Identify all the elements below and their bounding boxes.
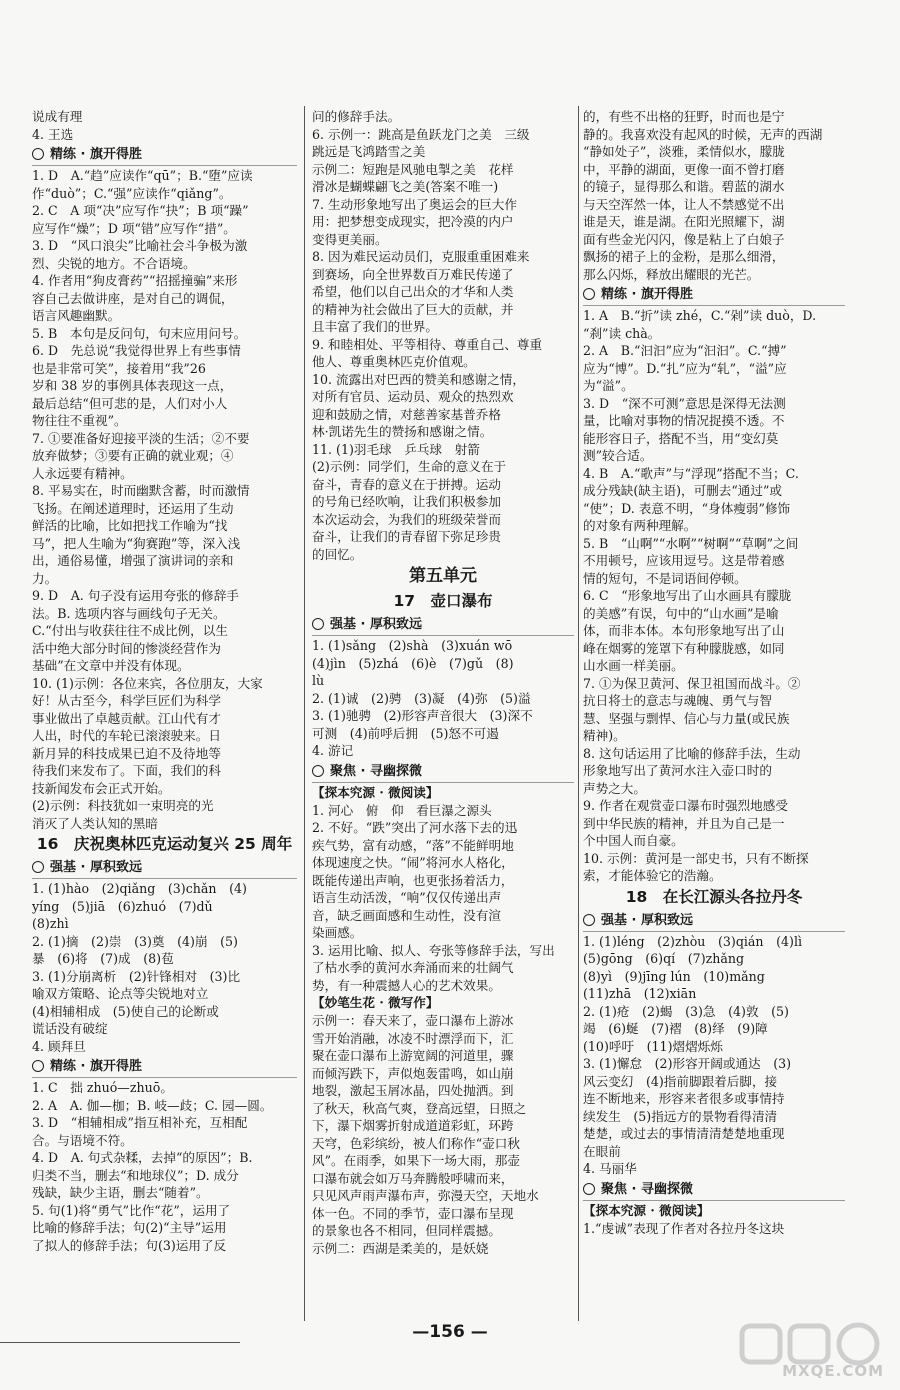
answer-line: 对所有官员、运动员、观众的热烈欢 bbox=[312, 389, 514, 404]
answer-line: 奋斗，让我们的青春留下弥足珍贵 bbox=[312, 529, 501, 544]
answer-line: 林·凯诺先生的赞扬和感谢之情。 bbox=[312, 424, 493, 439]
magnifier-icon bbox=[32, 148, 44, 160]
answer-line: 的景象也各不相同，但同样震撼。 bbox=[312, 1223, 501, 1238]
answer-line: 11. (1)羽毛球 乒乓球 射箭 bbox=[312, 441, 480, 457]
answer-line: 5. B 本句是反问句，句末应用问号。 bbox=[32, 325, 247, 341]
magnifier-icon bbox=[583, 914, 595, 926]
answer-line: 应写作“燥”；D 项“错”应写作“措”。 bbox=[32, 220, 236, 236]
section-heading bbox=[32, 1057, 297, 1078]
answer-line: 新月异的科技成果已迫不及待地等 bbox=[32, 745, 221, 761]
answer-line: 染画感。 bbox=[312, 925, 363, 940]
subsection-label: 【探本究源 · 微阅读】 bbox=[312, 784, 439, 800]
section-heading-label: 强基 · 厚积致远 bbox=[330, 617, 422, 632]
answer-line: 9. 作者在观赏壶口瀑布时强烈地感受 bbox=[583, 798, 788, 813]
section-heading-label: 强基 · 厚积致远 bbox=[50, 860, 142, 875]
section-heading bbox=[583, 285, 845, 306]
answer-line: (11)zhā (12)xiān bbox=[583, 986, 697, 1001]
answer-line: 声势之大。 bbox=[583, 780, 646, 796]
answer-line: 1. D A.“趋”应读作“qū”；B.“堕”应读 bbox=[32, 168, 253, 183]
answer-line: 1.“虔诚”表现了作者对各拉丹冬这块 bbox=[583, 1220, 785, 1236]
answer-line: 语言风趣幽默。 bbox=[32, 308, 121, 323]
answer-line: 变得更美丽。 bbox=[312, 231, 388, 247]
answer-line: 10. 示例：黄河是一部史书，只有不断探 bbox=[583, 850, 809, 866]
answer-line: 作“duò”；C.“强”应读作“qiǎng”。 bbox=[32, 185, 232, 201]
answer-line: 他人、尊重奥林匹克价值观。 bbox=[312, 354, 476, 369]
magnifier-icon bbox=[32, 1060, 44, 1072]
answer-line: 10. 流露出对巴西的赞美和感谢之情， bbox=[312, 371, 525, 387]
answer-line: 与天空浑然一体，让人不禁感觉不出 bbox=[583, 196, 785, 212]
unit-title: 第五单元 bbox=[409, 566, 477, 586]
answer-line: 4. 王选 bbox=[32, 126, 74, 142]
answer-line: 量，比喻对事物的情况捉摸不透。不 bbox=[583, 413, 785, 428]
answer-line: 鲜活的比喻，比如把找工作喻为“找 bbox=[32, 518, 228, 533]
answer-line: 出，通俗易懂，增强了演讲词的亲和 bbox=[32, 553, 234, 568]
answer-line: 9. D A. 句子没有运用夸张的修辞手 bbox=[32, 588, 239, 603]
answer-line: 个中国人而自豪。 bbox=[583, 833, 684, 848]
answer-line: 了拟人的修辞手法；句(3)运用了反 bbox=[32, 1237, 227, 1253]
answer-line: 6. 示例一：跳高是鱼跃龙门之美 三级 bbox=[312, 126, 530, 142]
answer-line: 希望，他们以自己出众的才华和人类 bbox=[312, 284, 514, 299]
answer-line: 奋斗，青春的意义在于拼搏。运动 bbox=[312, 476, 501, 492]
answer-line: 也是非常可笑”，接着用“我”26 bbox=[32, 360, 206, 376]
answer-line: 1. (1)hào (2)qiǎng (3)chǎn (4) bbox=[32, 881, 247, 896]
answer-line: 法。B. 选项内容与画线句子无关。 bbox=[32, 605, 226, 621]
answer-line: 力。 bbox=[32, 570, 58, 586]
answer-line: 风云变幻 (4)指前脚跟着后脚，接 bbox=[583, 1073, 778, 1089]
answer-line: yíng (5)jiā (6)zhuó (7)dǔ bbox=[32, 898, 213, 914]
footer-rule bbox=[0, 1342, 240, 1343]
section-heading-label: 聚焦 · 寻幽探微 bbox=[330, 763, 422, 779]
answer-line: 既能传递出声响，也更张扬着活力， bbox=[312, 872, 514, 888]
answer-line: 迎和鼓励之情，对慈善家基普乔格 bbox=[312, 406, 501, 422]
answer-line: 体，而非本体。本句形象地写出了山 bbox=[583, 623, 785, 638]
answer-line: 为“溢”。 bbox=[583, 378, 634, 393]
answer-line: 6. C “形象地写出了山水画具有朦胧 bbox=[583, 588, 792, 603]
page-number: —156 — bbox=[412, 1322, 488, 1342]
answer-line: 消灭了人类认知的黑暗 bbox=[32, 815, 158, 831]
answer-line: 3. (1)驰骋 (2)形容声音很大 (3)深不 bbox=[312, 708, 533, 723]
section-heading-label: 精练 · 旗开得胜 bbox=[601, 287, 693, 302]
answer-line: 了枯水季的黄河水奔涌而来的壮阔气 bbox=[312, 960, 514, 975]
answer-line: 不用顿号，应该用逗号。这是带着感 bbox=[583, 553, 785, 568]
answer-line: 1. (1)léng (2)zhòu (3)qián (4)lì bbox=[583, 933, 803, 949]
section-heading bbox=[32, 145, 297, 166]
answer-line: 8. 这句话运用了比喻的修辞手法，生动 bbox=[583, 745, 801, 761]
answer-line: 人永远要有精神。 bbox=[32, 465, 133, 481]
answer-line: (8)yì (9)jīng lún (10)mǎng bbox=[583, 968, 765, 984]
answer-line: 最后总结“但可悲的是，人们对小人 bbox=[32, 395, 228, 411]
answer-line: 4. 游记 bbox=[312, 743, 354, 758]
answer-line: 到中华民族的精神，并且为自己是一 bbox=[583, 815, 785, 831]
answer-line: 4. 作者用“狗皮膏药”“招摇撞骗”来形 bbox=[32, 273, 238, 288]
magnifier-icon bbox=[312, 765, 324, 777]
answer-line: 活中绝大部分时间的惨淡经营作为 bbox=[32, 640, 221, 656]
answer-line: 中，平静的湖面，更像一面不曾打磨 bbox=[583, 161, 785, 177]
answer-line: 4. 马丽华 bbox=[583, 1161, 637, 1176]
answer-line: 的号角已经吹响，让我们积极参加 bbox=[312, 494, 501, 509]
answer-line: 3. 运用比喻、拟人、夸张等修辞手法，写出 bbox=[312, 942, 555, 958]
answer-line: 的对象有两种理解。 bbox=[583, 518, 697, 533]
answer-line: 示例一：春天来了，壶口瀑布上游冰 bbox=[312, 1013, 514, 1028]
magnifier-icon bbox=[583, 1183, 595, 1195]
magnifier-icon bbox=[312, 618, 324, 630]
answer-line: 了秋天，秋高气爽，登高远望，日照之 bbox=[312, 1100, 527, 1116]
section-heading bbox=[312, 762, 574, 783]
answer-line: “刹”读 chà。 bbox=[583, 325, 661, 341]
answer-line: 8. 因为难民运动员们，克服重重困难来 bbox=[312, 249, 530, 264]
section-heading bbox=[312, 615, 574, 636]
answer-line: 基础”在文章中并没有体现。 bbox=[32, 658, 190, 673]
answer-line: 楚楚，或过去的事情清清楚楚地重现 bbox=[583, 1126, 785, 1141]
section-heading-label: 聚焦 · 寻幽探微 bbox=[601, 1181, 693, 1197]
answer-line: 容自己去做讲座，是对自己的调侃， bbox=[32, 290, 234, 306]
answer-line: 比喻的修辞手法；句(2)“主导”运用 bbox=[32, 1220, 227, 1235]
answer-line: 的美感”有误，句中的“山水画”是喻 bbox=[583, 605, 779, 621]
answer-line: 3. D “深不可测”意思是深得无法测 bbox=[583, 395, 786, 411]
answer-line: 物往往不重视”。 bbox=[32, 413, 127, 428]
answer-line: 1. 河心 俯 仰 看巨瀑之源头 bbox=[312, 802, 492, 818]
answer-line: 技新闻发布会正式开始。 bbox=[32, 780, 171, 796]
answer-line: “静如处子”，淡雅，柔情似水，朦胧 bbox=[583, 144, 785, 159]
answer-line: 残缺，缺少主语，删去“随着”。 bbox=[32, 1185, 209, 1200]
answer-line: 8. 平易实在，时而幽默含蓄，时而激情 bbox=[32, 483, 250, 498]
answer-line: 1. (1)sǎng (2)shà (3)xuán wō bbox=[312, 638, 513, 653]
answer-line: 3. (1)分崩离析 (2)针锋相对 (3)比 bbox=[32, 968, 241, 984]
answer-line: 的镜子，显得那么和谐。碧蓝的湖水 bbox=[583, 179, 785, 194]
answer-line: 10. (1)示例：各位来宾，各位朋友，大家 bbox=[32, 675, 263, 691]
answer-line: 静的。我喜欢没有起风的时候，无声的西湖 bbox=[583, 126, 823, 142]
answer-line: (2)示例：科技犹如一束明亮的光 bbox=[32, 798, 214, 813]
answer-line: 只见风声雨声瀑布声，弥漫天空，天地水 bbox=[312, 1188, 539, 1203]
answer-line: 3. D “相辅相成”指互相补充，互相配 bbox=[32, 1115, 248, 1130]
answer-line: 的精神为社会做出了巨大的贡献，并 bbox=[312, 301, 514, 317]
answer-line: 用：把梦想变成现实，把冷漠的内户 bbox=[312, 214, 514, 229]
subsection-label: 【妙笔生花 · 微写作】 bbox=[312, 995, 439, 1010]
answer-line: 情的短句，不是词语间停顿。 bbox=[583, 570, 747, 586]
answer-line: 4. D A. 句式杂糅，去掉“的原因”；B. bbox=[32, 1150, 253, 1165]
magnifier-icon bbox=[583, 288, 595, 300]
answer-line: 疾气势，富有动感，“落”不能鲜明地 bbox=[312, 837, 514, 853]
answer-line: 2. 不好。“跌”突出了河水落下去的迅 bbox=[312, 820, 518, 835]
answer-line: 天穹，色彩缤纷，被人们称作“壶口秋 bbox=[312, 1135, 520, 1151]
answer-line: 测”较合适。 bbox=[583, 448, 653, 463]
answer-line: 放弃做梦；③要有正确的就业观；④ bbox=[32, 448, 234, 463]
answer-line: 烈、尖锐的地方。不合语境。 bbox=[32, 255, 196, 271]
answer-line: 7. ①为保卫黄河、保卫祖国而战斗。② bbox=[583, 675, 801, 691]
column-right bbox=[583, 108, 845, 1320]
answer-line: 2. A B.“汩汩”应为“汩汩”。C.“搏” bbox=[583, 343, 787, 358]
answer-line: 续发生 (5)指远方的景物看得清清 bbox=[583, 1108, 778, 1124]
answer-line: (2)示例：同学们，生命的意义在于 bbox=[312, 459, 507, 474]
answer-line: 而倾泻跌下，声似炮轰雷鸣，如山崩 bbox=[312, 1065, 514, 1081]
answer-line: 飞扬。在阐述道理时，还运用了生动 bbox=[32, 500, 234, 516]
section-heading-label: 强基 · 厚积致远 bbox=[601, 912, 693, 928]
answer-line: 归类不当，删去“和地球仪”；D. 成分 bbox=[32, 1167, 239, 1183]
answer-line: 形象地写出了黄河水注入壶口时的 bbox=[583, 763, 772, 778]
answer-line: (4)jìn (5)zhá (6)è (7)gǔ (8) bbox=[312, 655, 514, 671]
answer-line: 聚在壶口瀑布上游宽阔的河道里，骤 bbox=[312, 1048, 514, 1063]
magnifier-icon bbox=[32, 861, 44, 873]
answer-line: (5)gōng (6)qí (7)zhǎng bbox=[583, 951, 745, 966]
answer-line: 3. (1)懈怠 (2)形容开阔或通达 (3) bbox=[583, 1056, 792, 1071]
answer-line: (10)呼吁 (11)熠熠烁烁 bbox=[583, 1038, 723, 1054]
answer-line: 雪开始消融，冰凌不时漂浮而下，汇 bbox=[312, 1030, 514, 1046]
lesson-title: 16 庆祝奥林匹克运动复兴 25 周年 bbox=[36, 835, 293, 853]
answer-line: 4. B A.“歌声”与“浮现”搭配不当；C. bbox=[583, 465, 799, 481]
answer-line: 3. D “风口浪尖”比喻社会斗争极为激 bbox=[32, 238, 248, 253]
section-heading-label: 精练 · 旗开得胜 bbox=[50, 1059, 142, 1074]
answer-line: 在眼前 bbox=[583, 1143, 621, 1159]
answer-line: 跳远是飞鸿踏雪之美 bbox=[312, 144, 426, 159]
answer-line: 2. (1)诚 (2)骋 (3)凝 (4)弥 (5)溢 bbox=[312, 690, 531, 706]
answer-line: 岁和 38 岁的事例具体表现这一点， bbox=[32, 378, 233, 393]
answer-line: 6. D 先总说“我觉得世界上有些事情 bbox=[32, 343, 241, 358]
answer-line: C.“付出与收获往往不成比例，以生 bbox=[32, 623, 228, 638]
answer-line: 抗日将士的意志与魂魄、勇气与智 bbox=[583, 693, 772, 708]
answer-line: 人出，时代的车轮已滚滚驶来。日 bbox=[32, 728, 221, 743]
answer-line: 竭 (6)蜒 (7)褶 (8)绎 (9)障 bbox=[583, 1021, 768, 1036]
answer-line: 慧、坚强与剽悍、信心与力量(或民族 bbox=[583, 710, 790, 726]
answer-line: 可测 (4)前呼后拥 (5)怒不可遏 bbox=[312, 725, 499, 741]
answer-line: 2. (1)摘 (2)崇 (3)奠 (4)崩 (5) bbox=[32, 933, 238, 949]
answer-line: 问的修辞手法。 bbox=[312, 109, 401, 124]
answer-line: 到赛场，向全世界数百万难民传递了 bbox=[312, 266, 514, 282]
answer-line: 好！从古至今，科学巨匠们为科学 bbox=[32, 693, 221, 708]
answer-line: 的回忆。 bbox=[312, 546, 363, 562]
answer-line: 谁是天，谁是湖。在阳光照耀下，湖 bbox=[583, 214, 785, 229]
subsection-label: 【探本究源 · 微阅读】 bbox=[583, 1202, 710, 1218]
answer-line: 待我们来发布了。下面，我们的科 bbox=[32, 763, 221, 778]
answer-line: (4)相辅相成 (5)使自己的论断或 bbox=[32, 1003, 219, 1019]
answer-line: (8)zhì bbox=[32, 916, 69, 931]
answer-line: 事业做出了卓越贡献。江山代有才 bbox=[32, 710, 221, 726]
answer-line: 5. 句(1)将“勇气”比作“花”，运用了 bbox=[32, 1202, 231, 1218]
answer-line: 7. ①要准备好迎接平淡的生活；②不要 bbox=[32, 430, 250, 446]
answer-line: 合。与语境不符。 bbox=[32, 1132, 133, 1148]
lesson-title: 18 在长江源头各拉丹冬 bbox=[625, 887, 803, 906]
answer-line: 连不断地来，形容来者很多或事情持 bbox=[583, 1091, 785, 1106]
answer-line: 2. C A 项“决”应写作“抉”；B 项“躁” bbox=[32, 203, 249, 218]
answer-line: 山水画一样美丽。 bbox=[583, 658, 684, 673]
answer-line: 峰在烟雾的笼罩下有种朦胧感，如同 bbox=[583, 640, 785, 656]
answer-line: 7. 生动形象地写出了奥运会的巨大作 bbox=[312, 196, 517, 212]
lesson-title: 17 壶口瀑布 bbox=[393, 592, 493, 610]
answer-line: 下，瀑下烟雾折射成道道彩虹，环跨 bbox=[312, 1118, 514, 1133]
answer-line: 本次运动会，为我们的班级荣誉而 bbox=[312, 511, 501, 527]
answer-line: 语言生动活泼，“响”仅仅传递出声 bbox=[312, 890, 502, 905]
answer-line: 5. B “山啊”“水啊”“树啊”“草啊”之间 bbox=[583, 535, 799, 551]
answer-line: 能形容日子，搭配不当，用“变幻莫 bbox=[583, 430, 779, 446]
answer-line: 那么闪烁，释放出耀眼的光芒。 bbox=[583, 266, 760, 282]
answer-line: 4. 顾拜旦 bbox=[32, 1038, 86, 1054]
answer-line: 索，才能体验它的浩瀚。 bbox=[583, 868, 722, 883]
answer-line: 的，有些不出格的狂野，时而也是宁 bbox=[583, 109, 785, 124]
answer-line: 示例二：短跑是风驰电掣之美 花样 bbox=[312, 161, 514, 177]
answer-line: lù bbox=[312, 673, 325, 688]
answer-line: 9. 和睦相处、平等相待、尊重自己、尊重 bbox=[312, 336, 543, 352]
answer-line: 体现速度之快。“闹”将河水人格化， bbox=[312, 855, 514, 870]
answer-line: 音，缺乏画面感和生动性，没有渲 bbox=[312, 907, 501, 923]
answer-line: 口瀑布就会如万马奔腾般呼啸而来， bbox=[312, 1170, 514, 1186]
answer-line: 面有些金光闪闪，像是粘上了白娘子 bbox=[583, 231, 785, 247]
answer-line: 应为“博”。D.“扎”应为“轧”，“溢”应 bbox=[583, 360, 787, 376]
watermark-url: MXQE.COM bbox=[782, 1362, 884, 1380]
answer-line: “使”；D. 表意不明，“身体瘦弱”修饰 bbox=[583, 500, 791, 516]
column-middle bbox=[312, 108, 574, 1320]
section-heading-label: 精练 · 旗开得胜 bbox=[50, 147, 142, 162]
answer-line: 地裂，激起玉屑冰晶，四处抛洒。到 bbox=[312, 1083, 514, 1098]
answer-line: 体一色。不同的季节，壶口瀑布呈现 bbox=[312, 1205, 514, 1221]
answer-line: 精神)。 bbox=[583, 728, 626, 743]
column-left bbox=[32, 108, 297, 1320]
answer-line: 1. A B.“折”读 zhé，C.“剁”读 duò，D. bbox=[583, 308, 817, 323]
answer-line: 且丰富了我们的世界。 bbox=[312, 319, 438, 334]
answer-line: 滑冰是蝴蝶翩飞之美(答案不唯一) bbox=[312, 179, 499, 194]
column-divider bbox=[304, 106, 305, 1321]
answer-line: 成分残缺(缺主语)，可删去“通过”或 bbox=[583, 483, 783, 498]
answer-line: 飘扬的裙子上的金粉，是那么细滑， bbox=[583, 249, 785, 264]
answer-line: 喻双方策略、论点等尖锐地对立 bbox=[32, 986, 209, 1001]
answer-line: 说成有理 bbox=[32, 109, 83, 124]
column-divider bbox=[578, 106, 579, 1321]
answer-line: 马”，把人生喻为“狗赛跑”等，深入浅 bbox=[32, 535, 241, 551]
answer-line: 2. A A. 伽—枷；B. 岐—歧；C. 园—圆。 bbox=[32, 1097, 273, 1113]
section-heading bbox=[583, 1180, 845, 1201]
answer-line: 暴 (6)将 (7)成 (8)苞 bbox=[32, 951, 174, 966]
answer-line: 风”。在雨季，如果下一场大雨，那壶 bbox=[312, 1153, 520, 1168]
answer-line: 2. (1)疮 (2)蝎 (3)急 (4)敦 (5) bbox=[583, 1003, 789, 1019]
answer-line: 谎话没有破绽 bbox=[32, 1021, 108, 1036]
answer-line: 1. C 拙 zhuó—zhuō。 bbox=[32, 1080, 173, 1095]
answer-line: 势，有一种震撼人心的艺术效果。 bbox=[312, 977, 501, 993]
section-heading bbox=[32, 858, 297, 879]
answer-line: 示例二：西湖是柔美的，是妖娆 bbox=[312, 1240, 489, 1256]
section-heading bbox=[583, 911, 845, 932]
